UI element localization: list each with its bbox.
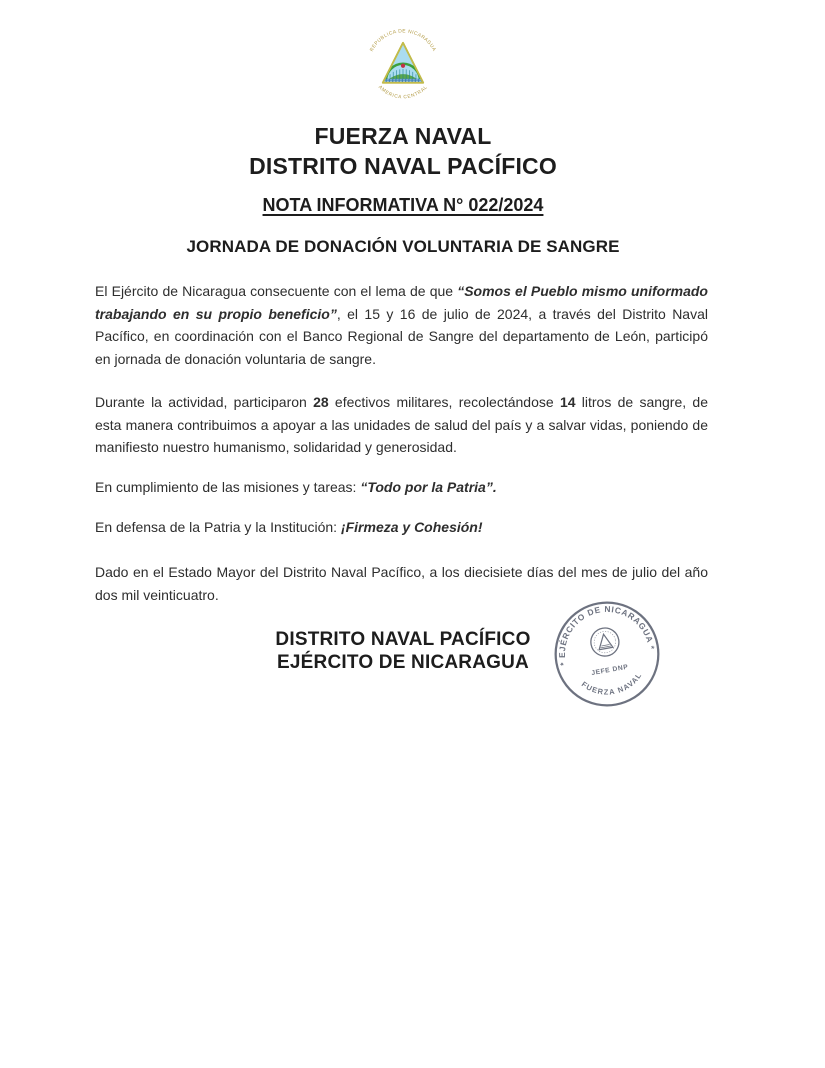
text-run: El Ejército de Nicaragua consecuente con el lema de que	[95, 283, 458, 299]
text-run: litros de sangre, de esta manera contribuimos a apoyar a las unidades de salud del país y a salvar vidas, poniendo de manifiesto nuestro humanismo, solidaridad y generosidad.	[95, 394, 708, 455]
text-run-count-efectivos: 28	[313, 394, 329, 410]
paragraph-actividad	[95, 391, 708, 459]
stamp-top-arc-text: * EJÉRCITO DE NICARAGUA *	[556, 603, 657, 667]
letterhead	[0, 121, 806, 181]
text-run: En defensa de la Patria y la Institución:	[95, 519, 341, 535]
svg-text:AMERICA CENTRAL	[377, 84, 429, 100]
text-run-count-litros: 14	[559, 394, 576, 410]
nota-heading-text: NOTA INFORMATIVA N° 022/2024	[262, 195, 544, 215]
org-title-line2: DISTRITO NAVAL PACÍFICO	[249, 153, 557, 179]
stamp-inner-emblem-ring	[589, 626, 621, 658]
signature-line2: EJÉRCITO DE NICARAGUA	[277, 652, 529, 673]
text-run-firmeza: ¡Firmeza y Cohesión!	[340, 519, 483, 535]
paragraph-lema	[95, 280, 708, 370]
navy-seal-stamp-icon	[551, 598, 663, 710]
text-run-quote: “Somos el Pueblo mismo uniformado trabajando en su propio beneficio”	[95, 283, 708, 322]
paragraph-fecha: Dado en el Estado Mayor del Distrito Naval Pacífico, a los diecisiete días del mes de julio del año dos mil veinticuatro.	[95, 564, 708, 603]
text-run: Durante la actividad, participaron	[95, 394, 314, 410]
text-run: En cumplimiento de las misiones y tareas:	[95, 479, 361, 495]
emblem-top-ring-text: REPUBLICA DE NICARAGUA	[369, 29, 437, 53]
text-run: efectivos militares, recolectándose	[328, 394, 560, 410]
text-run-lema-patria: “Todo por la Patria”.	[360, 479, 497, 495]
signature-block	[0, 628, 806, 674]
org-title-line1: FUERZA NAVAL	[314, 123, 492, 149]
emblem-cap	[401, 64, 405, 68]
signature-line1: DISTRITO NAVAL PACÍFICO	[275, 629, 531, 650]
stamp-bottom-arc-text: FUERZA NAVAL	[579, 670, 644, 697]
text-run: , el 15 y 16 de julio de 2024, a través del Distrito Naval Pacífico, en coordinación con el Banco Regional de Sangre del departamento de León, participó en jornada de donación voluntaria de sangre.	[95, 305, 708, 367]
paragraph-defensa	[95, 516, 708, 539]
nota-heading	[0, 195, 806, 216]
stamp-center-label: JEFE DNP	[590, 663, 629, 678]
emblem-bottom-ring-text: AMERICA CENTRAL	[376, 85, 430, 101]
subject-heading: JORNADA DE DONACIÓN VOLUNTARIA DE SANGRE	[186, 237, 620, 256]
nicaragua-coat-of-arms-icon	[362, 29, 444, 105]
paragraph-misiones	[95, 476, 708, 499]
